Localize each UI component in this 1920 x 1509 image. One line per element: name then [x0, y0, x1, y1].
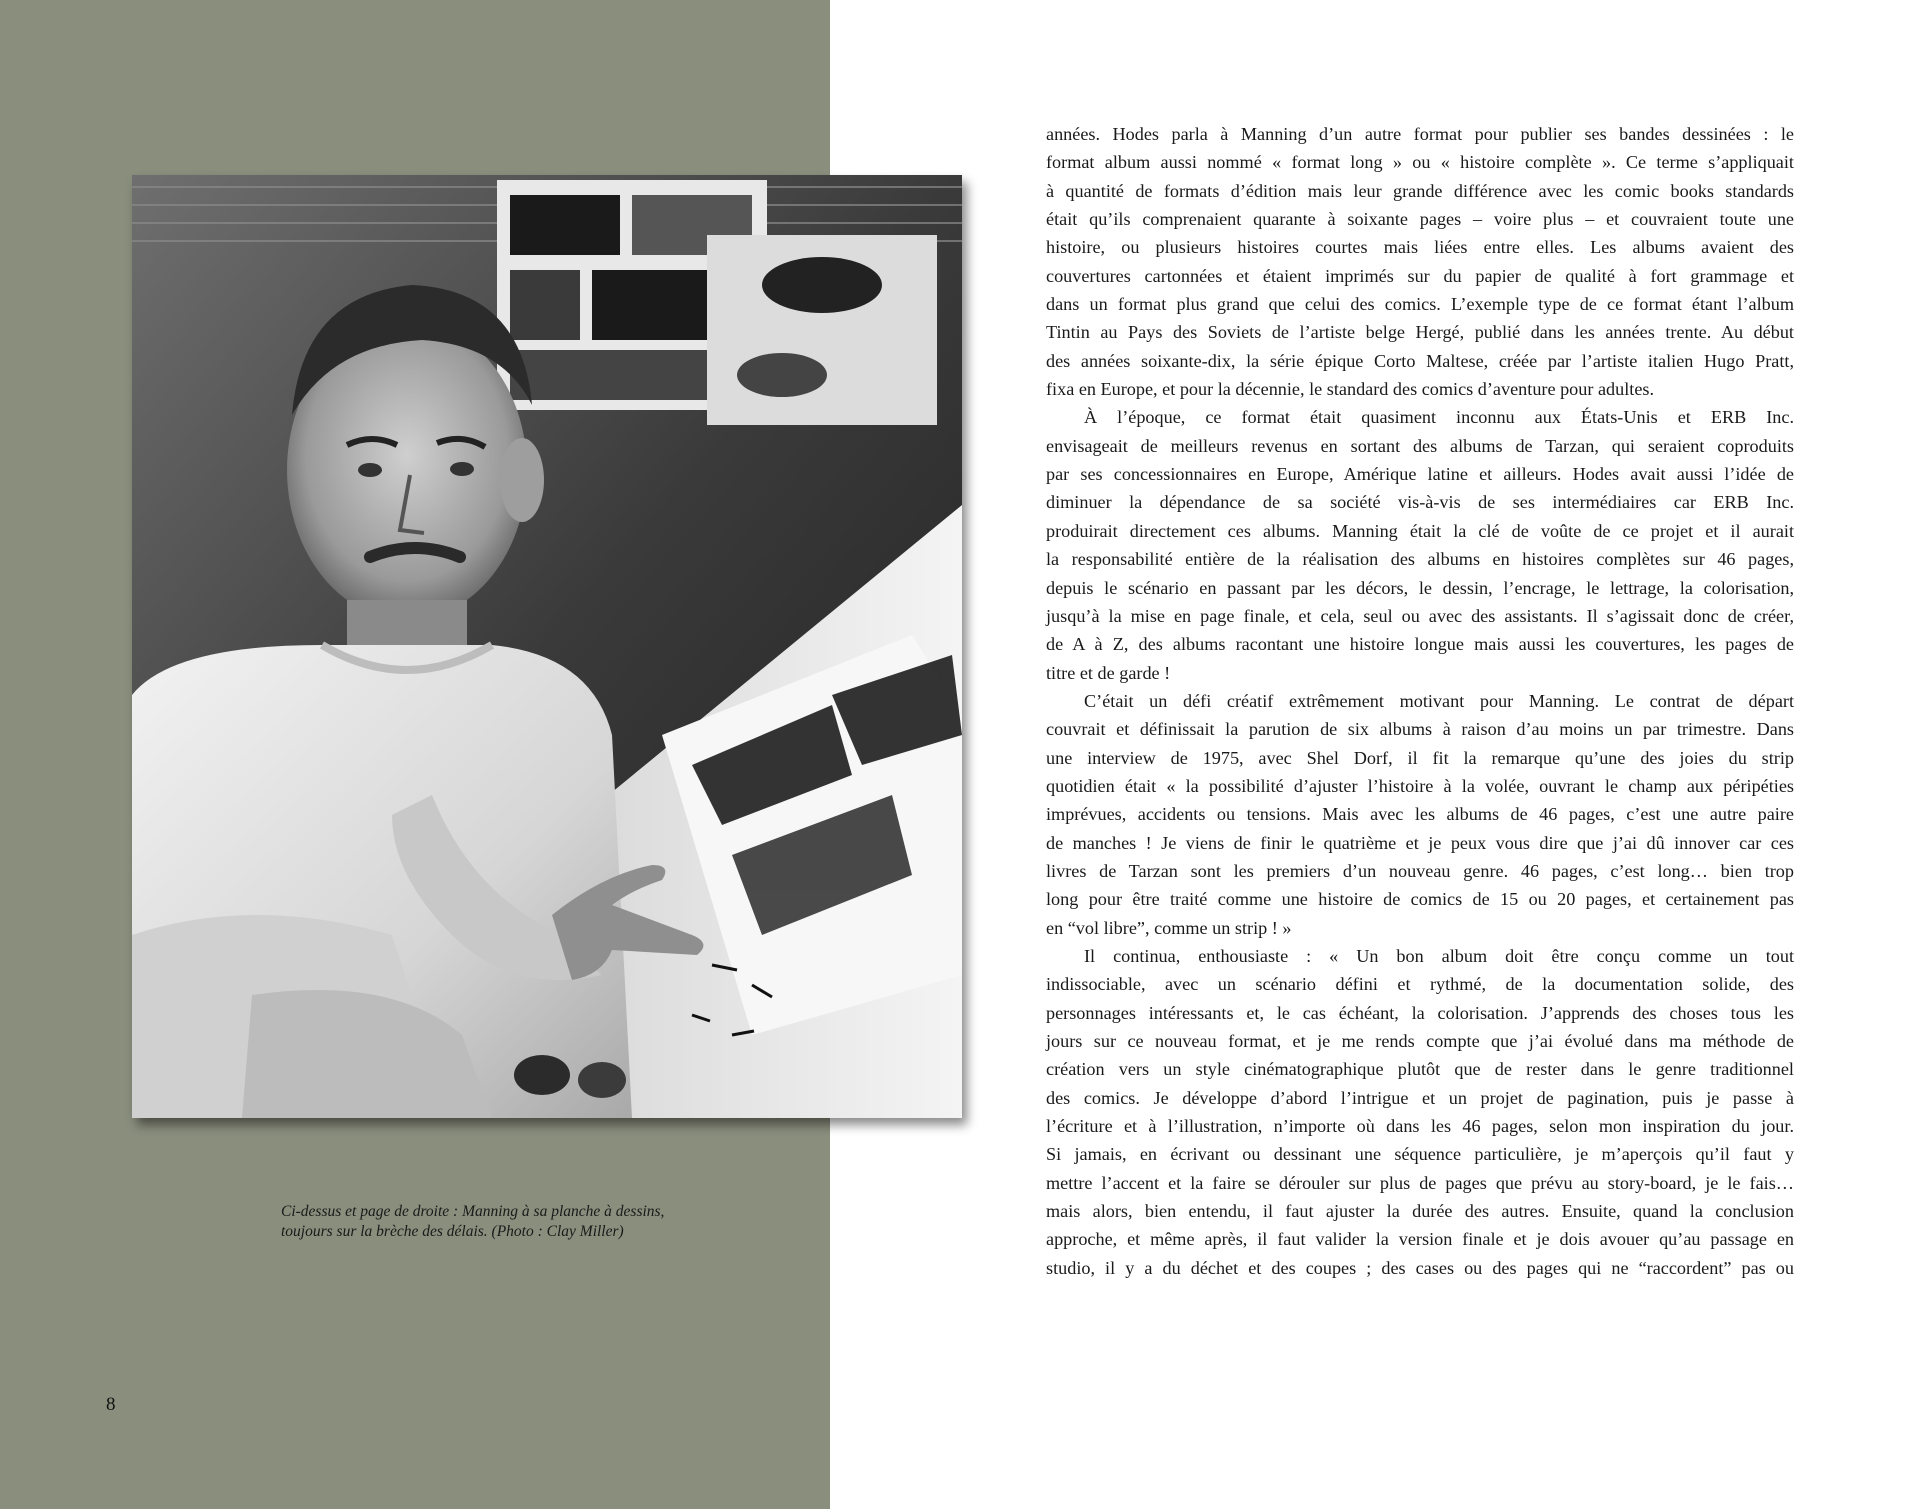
- text-line: en “vol libre”, comme un strip ! »: [1046, 917, 1292, 938]
- text-line: imprévues, accidents ou tensions. Mais avec les albums de 46 pages, c’est une autre paire: [1046, 804, 1794, 825]
- text-line: Si jamais, en écrivant ou dessinant une séquence particulière, je m’aperçois qu’il faut y: [1046, 1144, 1794, 1165]
- text-line: À l’époque, ce format était quasiment inconnu aux États-Unis et ERB Inc.: [1084, 407, 1794, 428]
- photo-caption: [281, 1202, 741, 1242]
- text-line: approche, et même après, il faut valider la version finale et je dois avouer qu’au passage en: [1046, 1229, 1794, 1250]
- text-line: jusqu’à la mise en page finale, et cela, seul ou avec des assistants. Il s’agissait donc de créer,: [1046, 605, 1794, 626]
- text-line: C’était un défi créatif extrêmement motivant pour Manning. Le contrat de départ: [1084, 690, 1794, 711]
- text-line: de manches ! Je viens de finir le quatrième et je peux vous dire que j’ai dû innover car ces: [1046, 832, 1794, 853]
- text-line: une interview de 1975, avec Shel Dorf, il fit la remarque qu’une des joies du strip: [1046, 747, 1794, 768]
- text-line: long pour être traité comme une histoire de comics de 15 ou 20 pages, et certainement pas: [1046, 889, 1794, 910]
- text-line: histoire, ou plusieurs histoires courtes mais liées entre elles. Les albums avaient des: [1046, 237, 1794, 258]
- text-line: dans un format plus grand que celui des comics. L’exemple type de ce format étant l’album: [1046, 294, 1794, 315]
- text-line: des années soixante-dix, la série épique Corto Maltese, créée par l’artiste italien Hugo Pratt,: [1046, 350, 1794, 371]
- text-line: années. Hodes parla à Manning d’un autre format pour publier ses bandes dessinées : le: [1046, 124, 1794, 144]
- text-line: la responsabilité entière de la réalisation des albums en histoires complètes sur 46 pages,: [1046, 549, 1794, 570]
- text-line: à quantité de formats d’édition mais leur grande différence avec les comic books standards: [1046, 180, 1794, 201]
- text-line: studio, il y a du déchet et des coupes ; des cases ou des pages qui ne “raccordent” pas ou: [1046, 1257, 1794, 1278]
- text-line: livres de Tarzan sont les premiers d’un nouveau genre. 46 pages, c’est long… bien trop: [1046, 860, 1794, 881]
- text-line: de A à Z, des albums racontant une histoire longue mais aussi les couvertures, les pages de: [1046, 634, 1794, 655]
- text-line: couvertures cartonnées et étaient imprimés sur du papier de qualité à fort grammage et: [1046, 265, 1794, 286]
- text-line: envisageait de meilleurs revenus en sortant des albums de Tarzan, qui seraient coproduits: [1046, 435, 1794, 456]
- text-line: quotidien était « la possibilité d’ajuster l’histoire à la volée, ouvrant le champ aux péripéties: [1046, 775, 1794, 796]
- page-number: 8: [106, 1394, 116, 1415]
- text-line: Il continua, enthousiaste : « Un bon album doit être conçu comme un tout: [1084, 945, 1794, 966]
- text-line: depuis le scénario en passant par les décors, le dessin, l’encrage, le lettrage, la colorisation,: [1046, 577, 1794, 598]
- photo-illustration: [132, 175, 962, 1118]
- text-line: des comics. Je développe d’abord l’intrigue et un projet de pagination, puis je passe à: [1046, 1087, 1794, 1108]
- text-line: produirait directement ces albums. Manning était la clé de voûte de ce projet et il aurait: [1046, 520, 1794, 541]
- text-line: fixa en Europe, et pour la décennie, le standard des comics d’aventure pour adultes.: [1046, 379, 1655, 400]
- text-line: indissociable, avec un scénario défini et rythmé, de la documentation solide, des: [1046, 974, 1794, 995]
- text-line: couvrait et définissait la parution de six albums à raison d’au moins un par trimestre. Dans: [1046, 719, 1794, 740]
- text-line: Tintin au Pays des Soviets de l’artiste belge Hergé, publié dans les années trente. Au début: [1046, 322, 1794, 343]
- text-line: titre et de garde !: [1046, 662, 1171, 683]
- text-line: création vers un style cinématographique plutôt que de rester dans le genre traditionnel: [1046, 1059, 1794, 1080]
- text-line: par ses concessionnaires en Europe, Amérique latine et ailleurs. Hodes avait aussi l’idée de: [1046, 464, 1794, 485]
- text-line: diminuer la dépendance de sa société vis-à-vis de ses intermédiaires car ERB Inc.: [1046, 492, 1794, 513]
- caption-line: Ci-dessus et page de droite : Manning à sa planche à dessins,: [281, 1203, 665, 1220]
- text-line: jours sur ce nouveau format, et je me rends compte que j’ai évolué dans ma méthode de: [1046, 1031, 1794, 1051]
- text-line: l’écriture et à l’illustration, n’importe où dans les 46 pages, selon mon inspiration du jour.: [1046, 1116, 1794, 1137]
- photo-manning-drawing-board: [132, 175, 962, 1118]
- body-text: [1046, 120, 1794, 1282]
- text-line: personnages intéressants et, le cas échéant, la colorisation. J’apprends des choses tous les: [1046, 1002, 1794, 1023]
- text-line: mettre l’accent et la faire se dérouler sur plus de pages que prévu au story-board, je le fais…: [1046, 1172, 1794, 1193]
- text-line: mais alors, bien entendu, il faut ajuster la durée des autres. Ensuite, quand la conclusion: [1046, 1201, 1794, 1222]
- text-line: format album aussi nommé « format long » ou « histoire complète ». Ce terme s’appliquait: [1046, 152, 1794, 173]
- text-line: était qu’ils comprenaient quarante à soixante pages – voire plus – et couvraient toute une: [1046, 209, 1794, 230]
- caption-line: toujours sur la brèche des délais. (Photo : Clay Miller): [281, 1223, 624, 1240]
